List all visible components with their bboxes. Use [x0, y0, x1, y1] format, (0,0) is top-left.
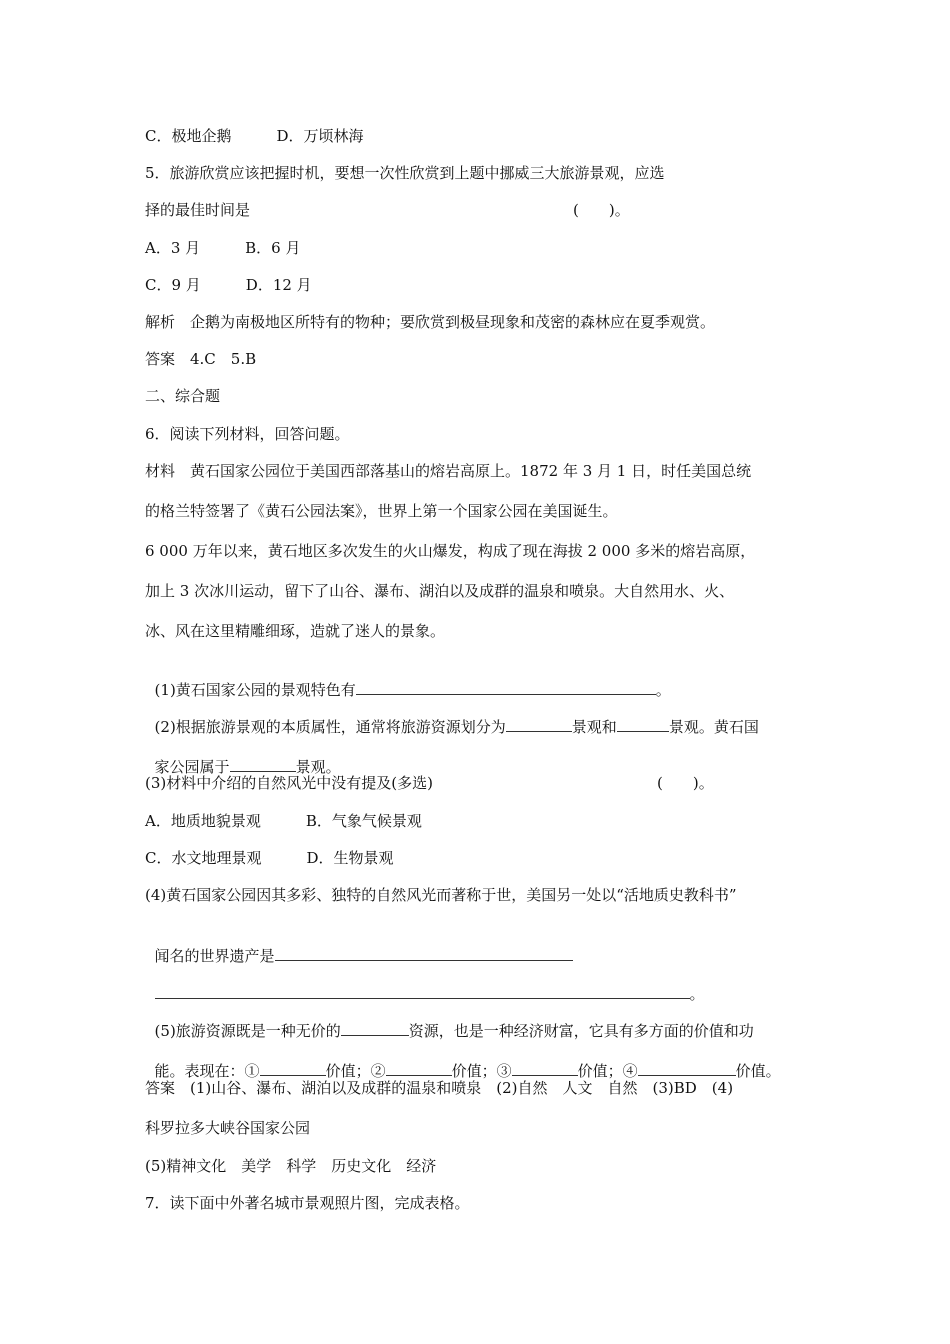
q6-material-line3: 6 000 万年以来，黄石地区多次发生的火山爆发，构成了现在海拔 2 000 多米的熔岩高原，: [145, 542, 756, 560]
q6-sub4-end: 。: [689, 985, 705, 1003]
q6-sub2-text: (2)根据旅游景观的本质属性，通常将旅游资源划分为: [154, 718, 506, 736]
q7-stem: 7．读下面中外著名城市景观照片图，完成表格。: [145, 1194, 470, 1212]
q6-sub4-text: 闻名的世界遗产是: [154, 947, 275, 965]
q6-sub5-blank3[interactable]: [386, 1060, 452, 1076]
q6-sub5-text: (5)旅游资源既是一种无价的: [154, 1022, 341, 1040]
analysis-text: 解析 企鹅为南极地区所特有的物种；要欣赏到极昼现象和茂密的森林应在夏季观赏。: [145, 313, 716, 331]
q6-sub5-line2: [145, 1040, 781, 1081]
q6-sub1-blank[interactable]: [356, 679, 656, 695]
q6-sub5-v3: 价值；④: [577, 1062, 638, 1080]
q6-sub5-line1: [145, 1000, 754, 1041]
q6-material-line2: 的格兰特签署了《黄石公园法案》，世界上第一个国家公园在美国诞生。: [145, 502, 618, 520]
q6-sub5-blank4[interactable]: [512, 1060, 578, 1076]
answer-4-5: 答案 4.C 5.B: [145, 350, 257, 368]
q6-sub2-blank1[interactable]: [506, 716, 572, 732]
section-heading: 二、综合题: [145, 387, 221, 405]
q6-sub4-blank1[interactable]: [275, 945, 573, 961]
q6-sub4-line3: [145, 963, 705, 1004]
q6-stem: 6．阅读下列材料，回答问题。: [145, 425, 350, 443]
q6-answer-line3: (5)精神文化 美学 科学 历史文化 经济: [145, 1157, 437, 1175]
q6-sub2-line1: [145, 696, 759, 737]
q6-material-line4: 加上 3 次冰川运动，留下了山谷、瀑布、湖泊以及成群的温泉和喷泉。大自然用水、火、: [145, 582, 735, 600]
q6-sub2-end: 景观。: [295, 758, 341, 776]
q4-options-cd: C．极地企鹅 D．万顷林海: [145, 127, 364, 145]
q6-sub5-blank1[interactable]: [341, 1020, 409, 1036]
q6-sub1-end: 。: [655, 681, 671, 699]
q6-sub2-line2: [145, 736, 341, 777]
q5-stem-line2: 择的最佳时间是: [145, 201, 251, 219]
q6-sub5-v4: 价值。: [735, 1062, 781, 1080]
q6-sub5-blank2[interactable]: [260, 1060, 326, 1076]
q6-sub2-blank2[interactable]: [617, 716, 669, 732]
q6-sub2-tail: 景观。黄石国: [668, 718, 759, 736]
q6-sub3: (3)材料中介绍的自然风光中没有提及(多选): [145, 774, 433, 792]
q6-material-line1: 材料 黄石国家公园位于美国西部落基山的熔岩高原上。1872 年 3 月 1 日，时任美国总统: [145, 462, 752, 480]
q5-stem-line1: 5．旅游欣赏应该把握时机，要想一次性欣赏到上题中挪威三大旅游景观，应选: [145, 164, 665, 182]
q6-sub4-line1: (4)黄石国家公园因其多彩、独特的自然风光而著称于世，美国另一处以“活地质史教科书”: [145, 886, 737, 904]
q6-sub5-v1: 价值；②: [325, 1062, 386, 1080]
q5-options-ab: A．3 月 B．6 月: [145, 239, 301, 257]
q6-sub3-paren: ( )。: [657, 774, 714, 792]
q5-answer-paren: ( )。: [573, 201, 630, 219]
q6-sub5-blank5[interactable]: [638, 1060, 736, 1076]
q6-sub1: [145, 659, 671, 700]
q5-options-cd: C．9 月 D．12 月: [145, 276, 312, 294]
q6-sub4-line2: [145, 925, 573, 966]
q6-sub5-mid: 资源，也是一种经济财富，它具有多方面的价值和功: [408, 1022, 754, 1040]
q6-sub4-blank2[interactable]: [155, 983, 690, 999]
q6-sub3-options-cd: C．水文地理景观 D．生物景观: [145, 849, 394, 867]
q6-answer-line2: 科罗拉多大峡谷国家公园: [145, 1119, 311, 1137]
q6-answer-line1: 答案 (1)山谷、瀑布、湖泊以及成群的温泉和喷泉 (2)自然 人文 自然 (3)BD (4): [145, 1079, 734, 1097]
q6-sub2-text2: 家公园属于: [154, 758, 230, 776]
q6-sub1-text: (1)黄石国家公园的景观特色有: [154, 681, 356, 699]
q6-sub5-lead: 能。表现在：①: [154, 1062, 260, 1080]
q6-sub3-options-ab: A．地质地貌景观 B．气象气候景观: [145, 812, 422, 830]
q6-sub2-mid: 景观和: [571, 718, 617, 736]
q6-material-line5: 冰、风在这里精雕细琢，造就了迷人的景象。: [145, 622, 446, 640]
q6-sub5-v2: 价值；③: [451, 1062, 512, 1080]
q6-sub2-blank3[interactable]: [230, 756, 296, 772]
